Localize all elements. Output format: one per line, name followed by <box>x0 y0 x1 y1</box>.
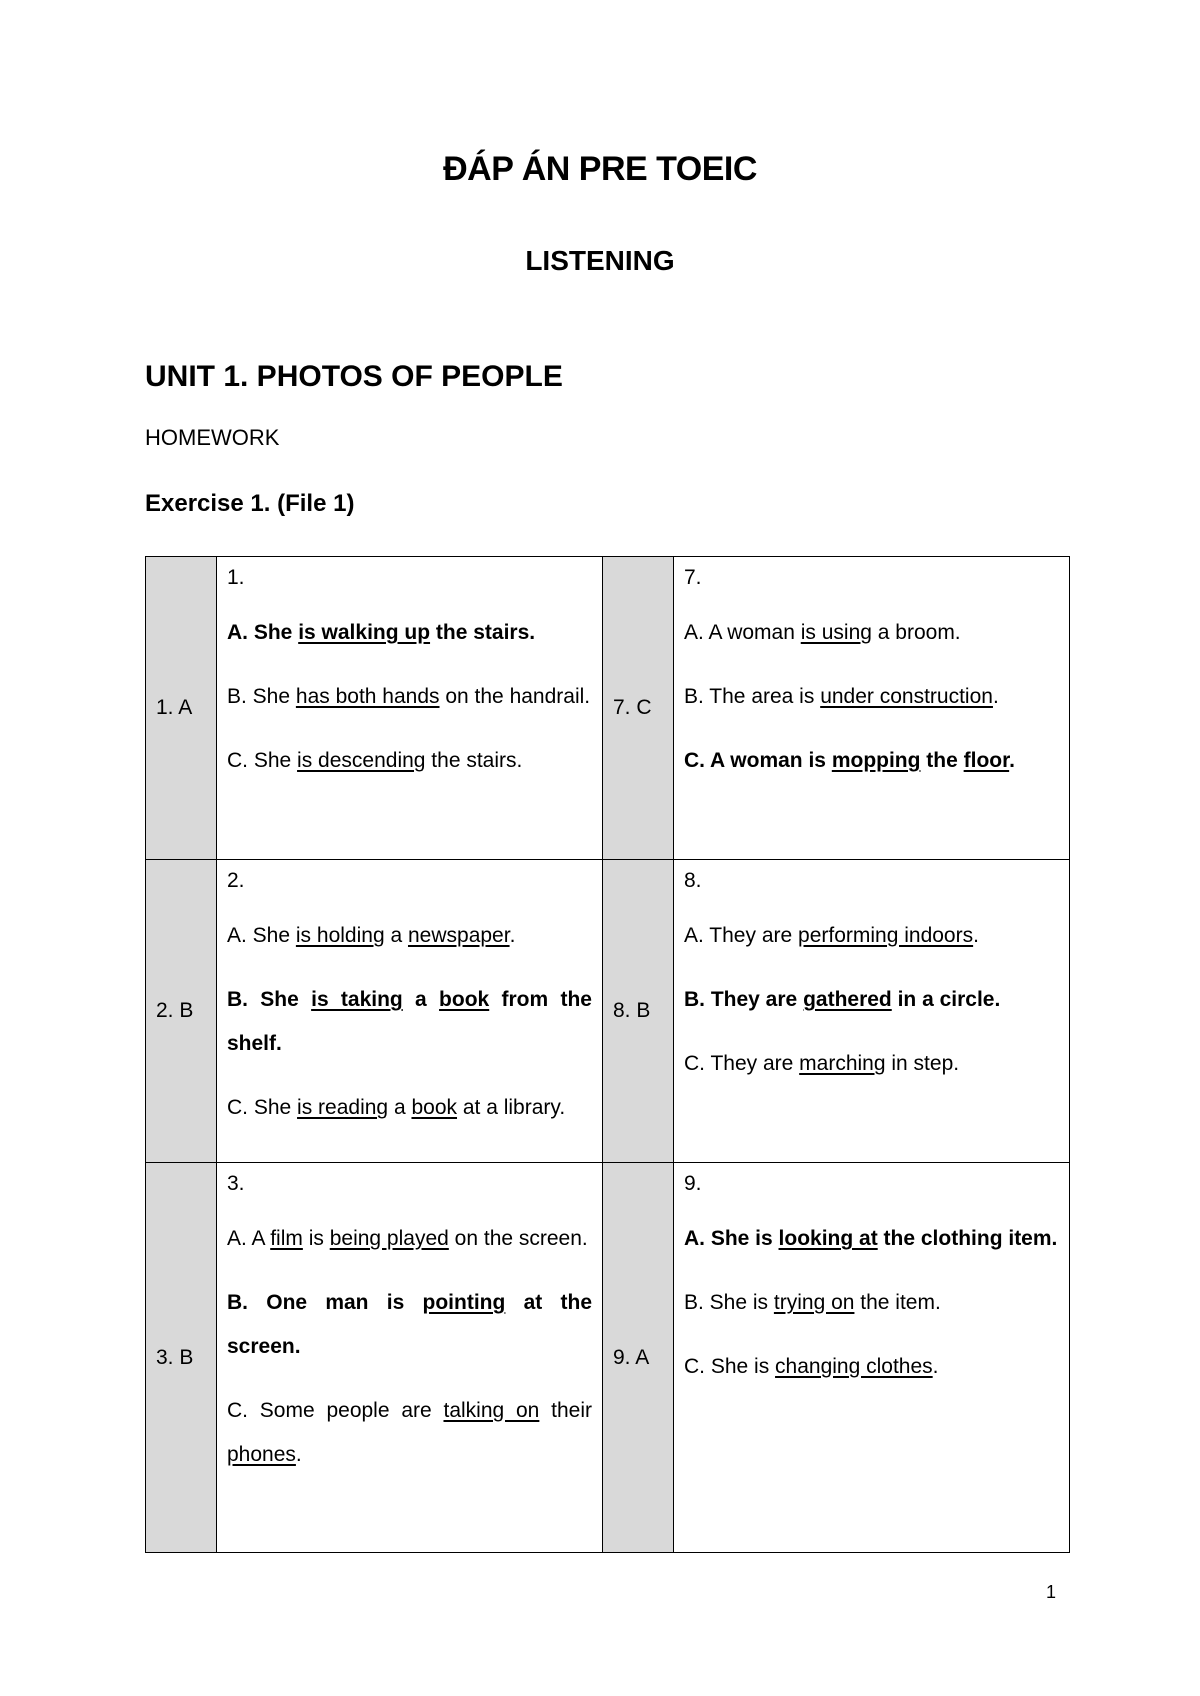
question-cell <box>674 557 1070 860</box>
question-number: 2. <box>227 869 245 892</box>
answer-option <box>684 1281 1059 1325</box>
option-text: the item. <box>854 1291 941 1314</box>
answer-table-body <box>146 557 1070 1553</box>
answer-option <box>227 914 592 958</box>
underlined-phrase: looking at <box>778 1227 878 1250</box>
underlined-phrase: is walking up <box>298 621 431 644</box>
option-text: A. She <box>227 924 296 947</box>
section-heading: LISTENING <box>525 245 675 276</box>
option-text: on the screen. <box>448 1227 588 1250</box>
underlined-phrase: book <box>439 988 490 1011</box>
question-cell <box>217 557 603 860</box>
option-text: A. She is <box>684 1227 779 1250</box>
option-text: C. She <box>227 749 298 772</box>
underlined-phrase: is holding <box>295 924 385 947</box>
underlined-phrase: has both hands <box>295 685 440 708</box>
homework-label: HOMEWORK <box>145 425 280 450</box>
underlined-phrase: under construction <box>820 685 993 708</box>
question-cell <box>674 860 1070 1163</box>
underlined-phrase: mopping <box>831 749 921 772</box>
answer-key-cell: 9. A <box>603 1163 674 1553</box>
question-cell <box>217 1163 603 1553</box>
option-text: from the shelf. <box>227 988 592 1055</box>
option-text: . <box>295 1443 302 1466</box>
option-text: B. They are <box>684 988 804 1011</box>
underlined-phrase: is reading <box>297 1096 389 1119</box>
option-text: B. She is <box>684 1291 774 1314</box>
answer-table <box>145 556 1070 1553</box>
answer-key-cell: 1. A <box>146 557 217 860</box>
option-text: is <box>302 1227 330 1250</box>
answer-option <box>227 1281 592 1369</box>
underlined-phrase: pointing <box>422 1291 506 1314</box>
question-number: 9. <box>684 1172 702 1195</box>
underlined-phrase: is taking <box>311 988 403 1011</box>
answer-key-cell: 7. C <box>603 557 674 860</box>
option-text: C. She <box>227 1096 298 1119</box>
question-number: 3. <box>227 1172 245 1195</box>
question-cell <box>217 860 603 1163</box>
answer-option <box>684 978 1059 1022</box>
underlined-phrase: performing indoors <box>798 924 974 947</box>
answer-key-cell: 2. B <box>146 860 217 1163</box>
option-text: their <box>539 1399 593 1422</box>
option-text: A. A woman <box>684 621 801 644</box>
question-number: 8. <box>684 869 702 892</box>
option-text: . <box>1009 749 1015 772</box>
option-text: C. She is <box>684 1355 776 1378</box>
option-text: a broom. <box>871 621 961 644</box>
exercise-heading: Exercise 1. (File 1) <box>145 490 355 517</box>
table-row <box>146 1163 1070 1553</box>
document-title: ĐÁP ÁN PRE TOEIC <box>443 150 757 188</box>
option-text: B. She <box>227 685 296 708</box>
option-text: C. Some people are <box>227 1399 444 1422</box>
answer-key-cell: 8. B <box>603 860 674 1163</box>
answer-key-cell: 3. B <box>146 1163 217 1553</box>
answer-option <box>227 1217 592 1261</box>
option-text: A. They are <box>684 924 799 947</box>
answer-option <box>227 1389 592 1477</box>
underlined-phrase: gathered <box>803 988 892 1011</box>
option-text: . <box>932 1355 939 1378</box>
underlined-phrase: is using <box>800 621 872 644</box>
option-text: . <box>509 924 516 947</box>
option-text: on the handrail. <box>439 685 591 708</box>
option-text: B. One man is <box>227 1291 423 1314</box>
answer-option <box>684 739 1059 783</box>
underlined-phrase: phones <box>227 1443 296 1466</box>
answer-option <box>684 914 1059 958</box>
option-text: C. A woman is <box>684 749 832 772</box>
option-text: the <box>920 749 964 772</box>
option-text: B. The area is <box>684 685 821 708</box>
question-number: 7. <box>684 566 702 589</box>
question-number: 1. <box>227 566 245 589</box>
answer-option <box>684 1217 1059 1261</box>
option-text: C. They are <box>684 1052 800 1075</box>
page-number: 1 <box>1046 1582 1057 1602</box>
option-text: . <box>973 924 979 947</box>
table-row <box>146 860 1070 1163</box>
underlined-phrase: book <box>411 1096 458 1119</box>
question-cell <box>674 1163 1070 1553</box>
option-text: . <box>992 685 999 708</box>
underlined-phrase: newspaper <box>407 924 510 947</box>
answer-option <box>684 611 1059 655</box>
option-text: at a library. <box>457 1096 566 1119</box>
answer-option <box>684 1042 1059 1086</box>
option-text: in a circle. <box>891 988 1001 1011</box>
option-text: A. A <box>227 1227 271 1250</box>
underlined-phrase: trying on <box>773 1291 855 1314</box>
option-text: at the screen. <box>227 1291 593 1358</box>
underlined-phrase: talking on <box>443 1399 540 1422</box>
underlined-phrase: changing clothes <box>775 1355 933 1378</box>
answer-option <box>227 978 592 1066</box>
underlined-phrase: film <box>270 1227 303 1250</box>
option-text: the clothing item. <box>877 1227 1058 1250</box>
option-text: the stairs. <box>430 621 536 644</box>
option-text: in step. <box>885 1052 960 1075</box>
answer-option <box>227 611 592 655</box>
option-text: the stairs. <box>425 749 523 772</box>
option-text: a <box>384 924 408 947</box>
option-text: a <box>388 1096 412 1119</box>
option-text: A. She <box>227 621 299 644</box>
unit-heading: UNIT 1. PHOTOS OF PEOPLE <box>145 360 563 393</box>
answer-option <box>684 1345 1059 1389</box>
answer-option <box>684 675 1059 719</box>
option-text: a <box>402 988 440 1011</box>
answer-option <box>227 739 592 783</box>
underlined-phrase: is descending <box>297 749 426 772</box>
answer-option <box>227 1086 592 1130</box>
underlined-phrase: marching <box>799 1052 886 1075</box>
option-text: B. She <box>227 988 312 1011</box>
underlined-phrase: being played <box>329 1227 449 1250</box>
table-row <box>146 557 1070 860</box>
underlined-phrase: floor <box>963 749 1010 772</box>
answer-option <box>227 675 592 719</box>
